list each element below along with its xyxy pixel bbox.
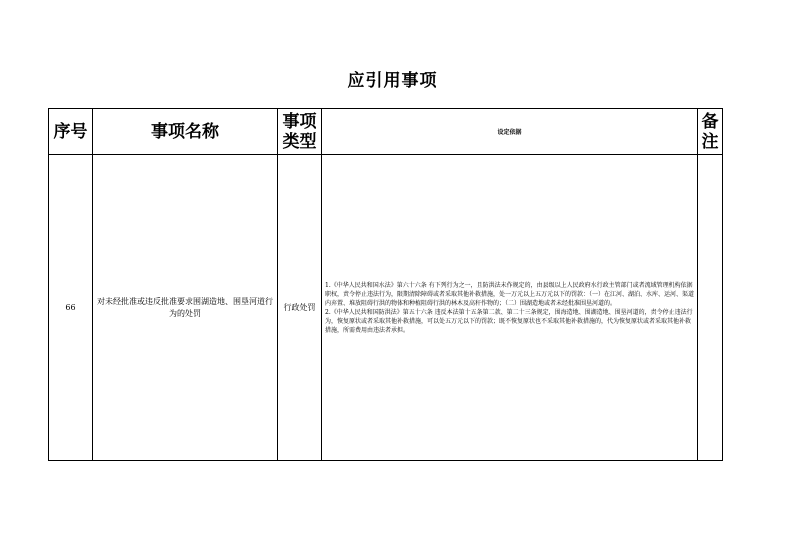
header-type-line2: 类型 — [282, 131, 317, 152]
header-name: 事项名称 — [93, 109, 278, 155]
matters-table — [48, 108, 723, 461]
header-remark — [698, 109, 723, 155]
row-seq: 66 — [49, 155, 93, 461]
table-row — [49, 155, 723, 461]
row-remark — [698, 155, 723, 461]
row-basis — [322, 155, 698, 461]
header-type-line1: 事项 — [282, 111, 317, 132]
header-type — [278, 109, 322, 155]
row-name: 对未经批准或违反批准要求围湖造地、围垦河道行为的处罚 — [93, 155, 278, 461]
basis-paragraph-1: 1.《中华人民共和国水法》第六十六条 有下列行为之一，且防洪法未作规定的，由县级以上人民政府水行政主管部门或者流域管理机构依据职权，责令停止违法行为，限期清除障碍或者采取其他补救措施，处一万元以上五万元以下的罚款：（一）在江河、湖泊、水库、运河、渠道内弃置、堆放阻碍行洪的物体和种植阻碍行洪的林木及高秆作物的；（二）围湖造地或者未经批准围垦河道的。 — [325, 281, 695, 307]
table-header-row — [49, 109, 723, 155]
basis-paragraph-2: 2.《中华人民共和国防洪法》第五十六条 违反本法第十五条第二款、第二十三条规定，围海造地、围湖造地、围垦河道的，责令停止违法行为，恢复原状或者采取其他补救措施，可以处五万元以下的罚款；既不恢复原状也不采取其他补救措施的，代为恢复原状或者采取其他补救措施，所需费用由违法者承担。 — [325, 308, 693, 334]
header-remark-line1: 备 — [701, 111, 719, 132]
page-title: 应引用事项 — [347, 71, 438, 91]
row-type: 行政处罚 — [278, 155, 322, 461]
header-seq: 序号 — [49, 109, 93, 155]
header-remark-line2: 注 — [701, 131, 719, 152]
header-basis: 设定依据 — [322, 109, 698, 155]
